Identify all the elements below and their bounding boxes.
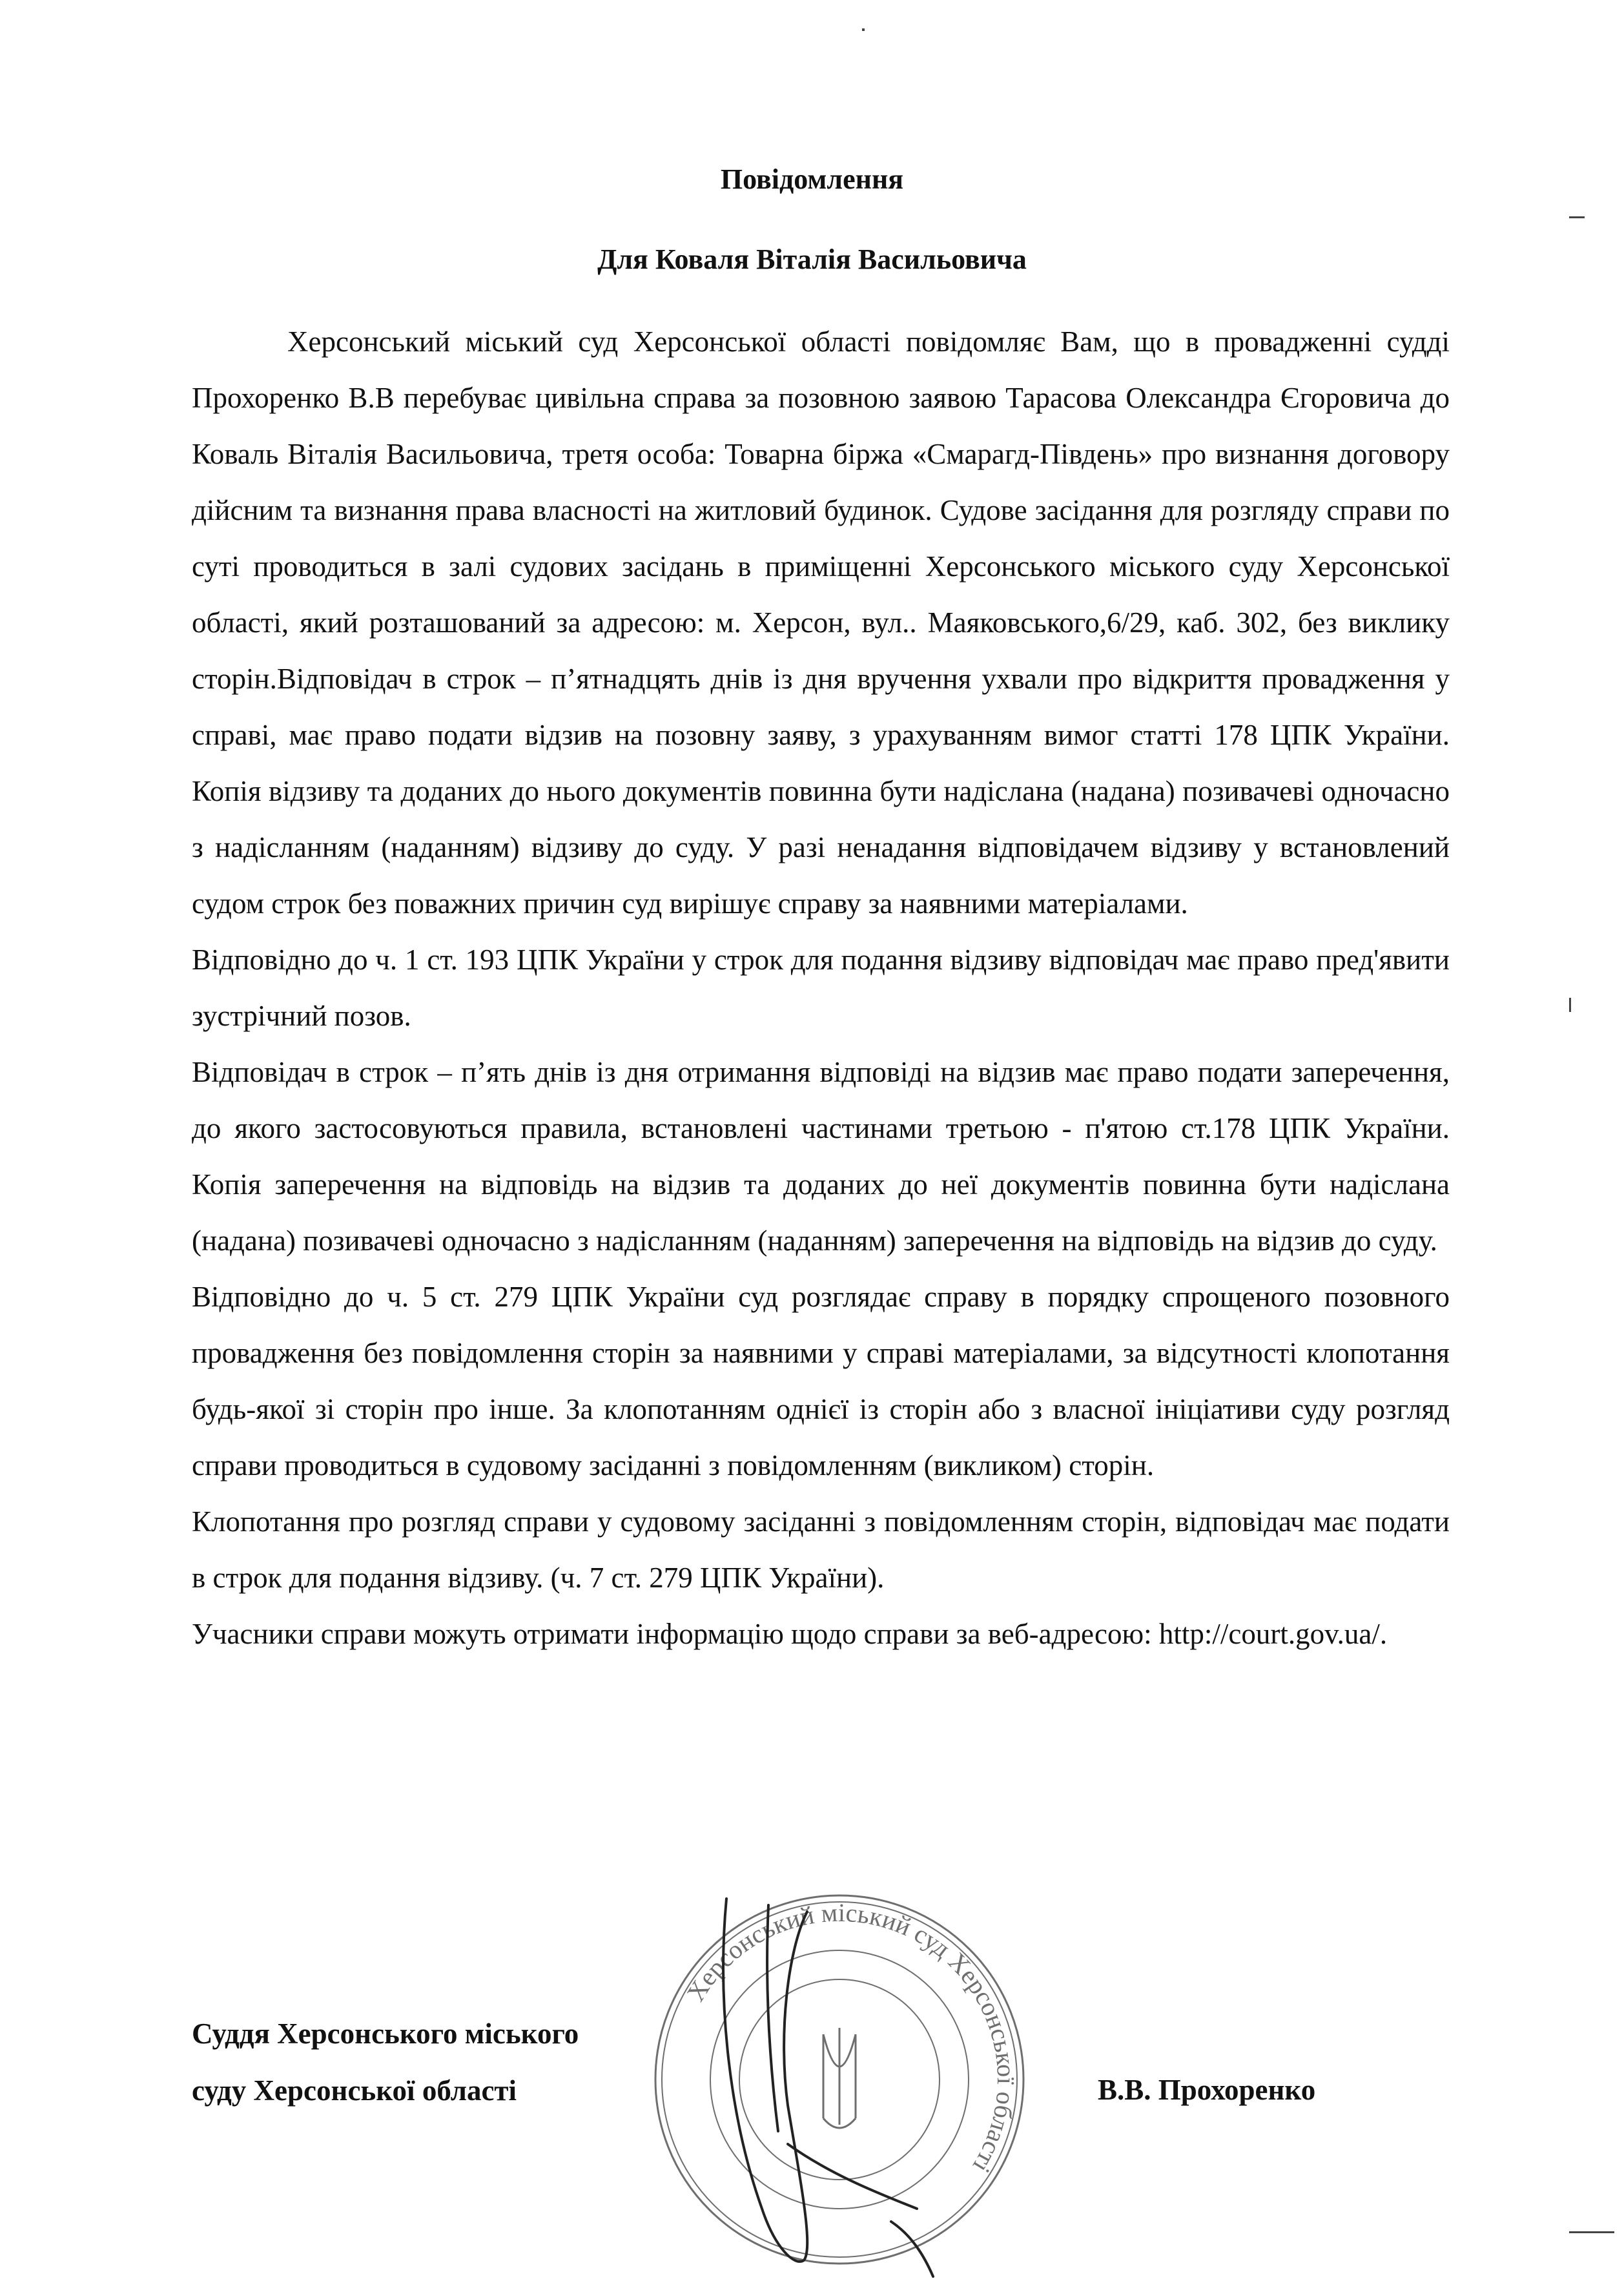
seal-emblem-icon: [823, 2028, 856, 2128]
handwritten-signature-icon: [723, 1899, 933, 2276]
signature-position-line2: суду Херсонської області: [192, 2074, 517, 2107]
paragraph-objection: Відповідач в строк – п’ять днів із дня отримання відповіді на відзив має право подати заперечення, до якого застосовуються правила, встановлені частинами третьою - п'ятою ст.178 ЦПК України. Копія заперечення на відповідь на відзив та доданих до неї документів повинна бути надіслана (надана) позивачеві одночасно з надісланням (наданням) заперечення на відповідь на відзив до суду.: [192, 1056, 1450, 1257]
paragraph-simplified-procedure: Відповідно до ч. 5 ст. 279 ЦПК України суд розглядає справу в порядку спрощеного позовного провадження без повідомлення сторін за наявними у справі матеріалами, за відсутності клопотання будь-якої зі сторін про інше. За клопотанням однієї із сторін або з власної ініціативи суду розгляд справи проводиться в судовому засіданні з повідомленням (викликом) сторін.: [192, 1281, 1450, 1481]
paragraph-main: Херсонський міський суд Херсонської області повідомляє Вам, що в провадженні судді Прохоренко В.В перебуває цивільна справа за позовною заявою Тарасова Олександра Єгоровича до Коваль Віталія Васильовича, третя особа: Товарна біржа «Смарагд-Південь» про визнання договору дійсним та визнання права власності на житловий будинок. Судове засідання для розгляду справи по суті проводиться в залі судових засідань в приміщенні Херсонського міського суду Херсонської області, який розташований за адресою: м. Херсон, вул.. Маяковського,6/29, каб. 302, без виклику сторін.Відповідач в строк – п’ятнадцять днів із дня вручення ухвали про відкриття провадження у справі, має право подати відзив на позовну заяву, з урахуванням вимог статті 178 ЦПК України. Копія відзиву та доданих до нього документів повинна бути надіслана (надана) позивачеві одночасно з надісланням (наданням) відзиву до суду. У разі ненадання відповідачем відзиву у встановлений судом строк без поважних причин суд вирішує справу за наявними матеріалами.: [192, 325, 1450, 920]
seal-text: Херсонський міський суд Херсонської області: [681, 1897, 1022, 2178]
paragraph-motion: Клопотання про розгляд справи у судовому засіданні з повідомленням сторін, відповідач має подати в строк для подання відзиву. (ч. 7 ст. 279 ЦПК України).: [192, 1505, 1450, 1594]
paragraph-counterclaim: Відповідно до ч. 1 ст. 193 ЦПК України у строк для подання відзиву відповідач має право пред'явити зустрічний позов.: [192, 944, 1450, 1032]
addressee-line: Для Коваля Віталія Васильовича: [597, 243, 1027, 275]
scan-speck: [862, 28, 865, 31]
signature-position-line1: Суддя Херсонського міського: [192, 2018, 579, 2050]
svg-text:Херсонський міський суд Херсон: [681, 1898, 1021, 2178]
signature-position: [192, 2005, 579, 2119]
court-seal-stamp: [639, 1873, 1040, 2280]
scan-speck: [1569, 216, 1585, 218]
paragraph-web-info: Учасники справи можуть отримати інформацію щодо справи за веб-адресою: http://court.gov.ua/.: [192, 1618, 1388, 1650]
scan-speck: [1569, 2231, 1614, 2233]
signature-name: В.В. Прохоренко: [1098, 2074, 1316, 2106]
document-title: Повідомлення: [720, 163, 904, 195]
scan-speck: [1569, 998, 1571, 1012]
document-body: [192, 314, 1450, 1662]
